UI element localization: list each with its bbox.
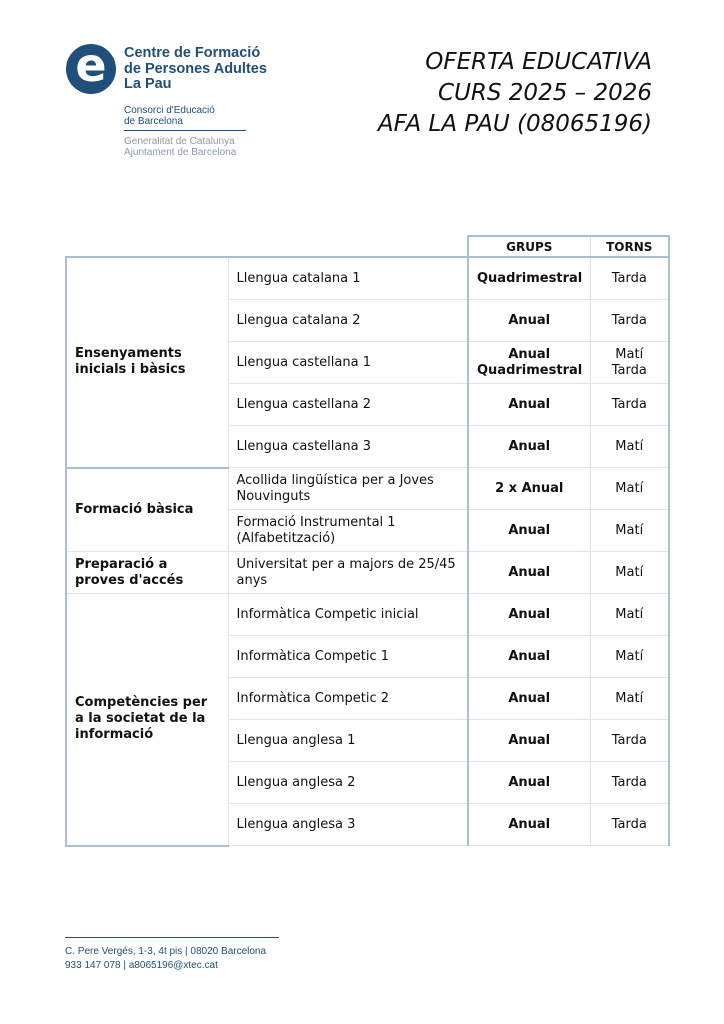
group-cell: Anual — [468, 636, 590, 678]
shift-cell: Matí — [590, 594, 669, 636]
center-name: Centre de Formació de Persones Adultes La Pau — [124, 45, 267, 92]
group-cell: 2 x Anual — [468, 468, 590, 510]
course-cell: Formació Instrumental 1 (Alfabetització) — [228, 510, 468, 552]
logo-divider — [124, 130, 246, 131]
group-cell: Anual — [468, 426, 590, 468]
group-cell: Anual — [468, 804, 590, 846]
header-groups: GRUPS — [468, 236, 590, 257]
shift-cell: Matí — [590, 426, 669, 468]
footer-contact: 933 147 078 | a8065196@xtec.cat — [65, 960, 218, 971]
course-cell: Llengua catalana 1 — [228, 257, 468, 300]
table-row — [66, 257, 669, 300]
group-cell: Anual — [468, 300, 590, 342]
shift-cell: Matí — [590, 636, 669, 678]
group-cell: Anual — [468, 762, 590, 804]
course-cell: Llengua anglesa 1 — [228, 720, 468, 762]
shift-cell: Matí — [590, 510, 669, 552]
consorci-name: Consorci d'Educació de Barcelona — [124, 105, 215, 127]
shift-cell: Tarda — [590, 257, 669, 300]
shift-cell: Tarda — [590, 720, 669, 762]
table-row — [66, 594, 669, 636]
area-cell: Ensenyaments inicials i bàsics — [66, 257, 228, 468]
shift-cell: Matí — [590, 468, 669, 510]
table-row — [66, 468, 669, 510]
logo-e-icon: e — [66, 44, 116, 94]
course-cell: Llengua catalana 2 — [228, 300, 468, 342]
group-cell: Anual — [468, 552, 590, 594]
shift-cell: Tarda — [590, 300, 669, 342]
table-row — [66, 552, 669, 594]
title-line-3: AFA LA PAU (08065196) — [377, 111, 652, 137]
header-shifts: TORNS — [590, 236, 669, 257]
course-cell: Informàtica Competic 1 — [228, 636, 468, 678]
shift-cell: Matí — [590, 552, 669, 594]
shift-cell: Tarda — [590, 384, 669, 426]
course-cell: Llengua castellana 1 — [228, 342, 468, 384]
group-cell: Anual — [468, 384, 590, 426]
area-cell: Competències per a la societat de la informació — [66, 594, 228, 846]
course-cell: Llengua castellana 3 — [228, 426, 468, 468]
group-cell: Anual — [468, 510, 590, 552]
group-cell: Anual — [468, 720, 590, 762]
area-cell: Formació bàsica — [66, 468, 228, 552]
course-cell: Informàtica Competic 2 — [228, 678, 468, 720]
institutions: Generalitat de Catalunya Ajuntament de Barcelona — [124, 136, 237, 158]
course-cell: Universitat per a majors de 25/45 anys — [228, 552, 468, 594]
shift-cell: Tarda — [590, 762, 669, 804]
footer — [65, 945, 266, 973]
footer-divider — [65, 937, 279, 938]
course-cell: Llengua anglesa 2 — [228, 762, 468, 804]
page-title — [378, 47, 652, 140]
course-cell: Informàtica Competic inicial — [228, 594, 468, 636]
shift-cell: Tarda — [590, 804, 669, 846]
header-blank — [66, 236, 468, 257]
course-cell: Llengua anglesa 3 — [228, 804, 468, 846]
shift-cell: Matí — [590, 678, 669, 720]
course-offer-table — [65, 235, 670, 847]
area-cell: Preparació a proves d'accés — [66, 552, 228, 594]
title-line-1: OFERTA EDUCATIVA — [425, 49, 652, 75]
course-cell: Acollida lingüística per a Joves Nouvinguts — [228, 468, 468, 510]
title-line-2: CURS 2025 – 2026 — [438, 80, 652, 106]
center-logo — [66, 38, 267, 164]
group-cell: Anual — [468, 678, 590, 720]
course-cell: Llengua castellana 2 — [228, 384, 468, 426]
footer-address: C. Pere Vergés, 1-3, 4t pis | 08020 Barcelona — [65, 946, 267, 957]
group-cell: Anual Quadrimestral — [468, 342, 590, 384]
group-cell: Anual — [468, 594, 590, 636]
shift-cell: Matí Tarda — [590, 342, 669, 384]
group-cell: Quadrimestral — [468, 257, 590, 300]
